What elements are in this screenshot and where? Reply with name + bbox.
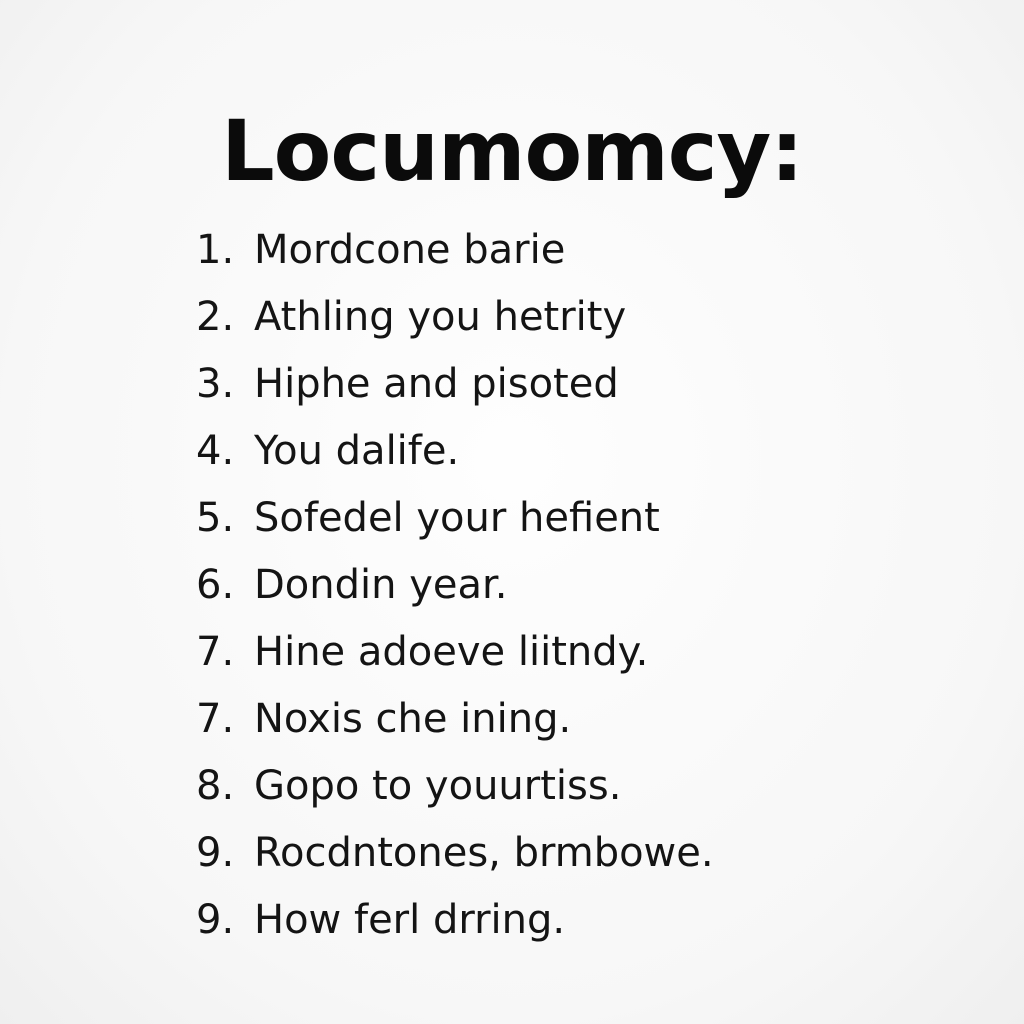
list-item: [196, 825, 916, 892]
list-item-text: Rocdntones, brmbowe.: [254, 830, 714, 876]
list-item: [196, 758, 916, 825]
list-item-number: 7.: [196, 629, 235, 675]
numbered-list: [196, 222, 916, 959]
list-item-number: 4.: [196, 428, 235, 474]
list-item-text: Noxis che ining.: [254, 696, 572, 742]
list-item-text: Gopo to youurtiss.: [254, 763, 622, 809]
list-item: [196, 356, 916, 423]
page-title: Locumomcy:: [221, 102, 803, 200]
list-item-number: 9.: [196, 897, 235, 943]
list-item: [196, 691, 916, 758]
list-item-text: Athling you hetrity: [254, 294, 627, 340]
list-item-text: Hiphe and pisoted: [254, 361, 619, 407]
list-item-number: 3.: [196, 361, 235, 407]
list-item-text: How ferl drring.: [254, 897, 566, 943]
list-item-text: You dalife.: [254, 428, 460, 474]
list-item: [196, 892, 916, 959]
list-item-text: Hine adoeve liitndy.: [254, 629, 649, 675]
list-item-number: 6.: [196, 562, 235, 608]
list-item: [196, 624, 916, 691]
list-item-number: 5.: [196, 495, 235, 541]
list-item-number: 2.: [196, 294, 235, 340]
list-item-text: Mordcone barie: [254, 227, 566, 273]
list-item-number: 1.: [196, 227, 235, 273]
list-item: [196, 490, 916, 557]
list-item-number: 8.: [196, 763, 235, 809]
list-item: [196, 423, 916, 490]
list-item-number: 7.: [196, 696, 235, 742]
list-item: [196, 222, 916, 289]
list-item-text: Dondin year.: [254, 562, 508, 608]
list-item: [196, 557, 916, 624]
list-item: [196, 289, 916, 356]
list-item-text: Sofedel your hefient: [254, 495, 660, 541]
list-item-number: 9.: [196, 830, 235, 876]
